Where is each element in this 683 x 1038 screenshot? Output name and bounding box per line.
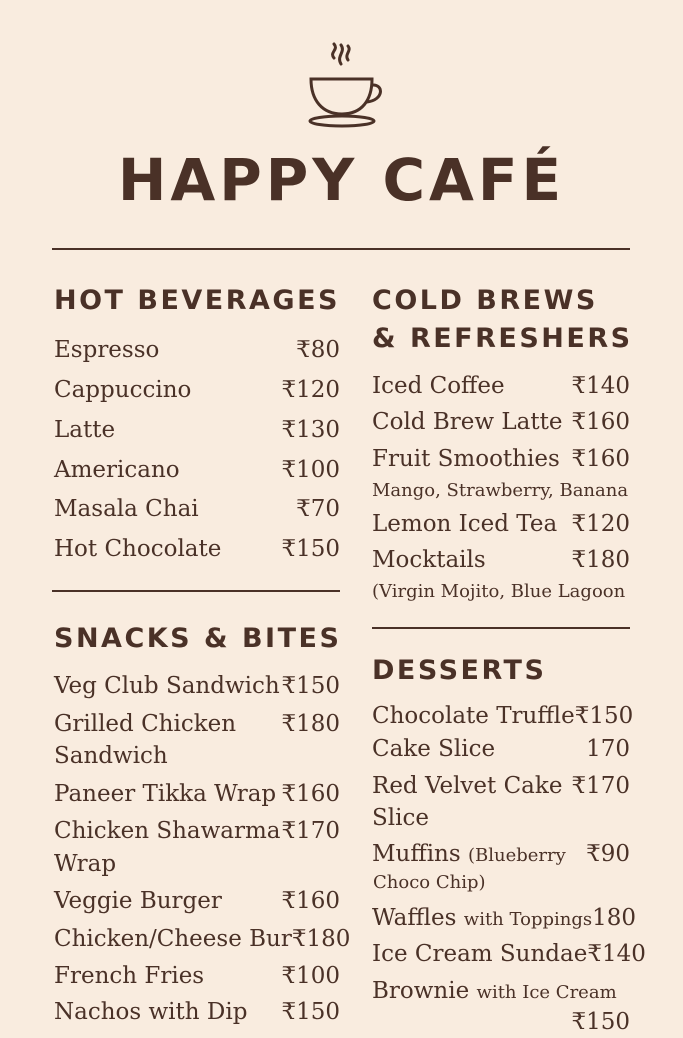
top-divider	[52, 248, 630, 250]
item-name: Lemon Iced Tea	[372, 511, 558, 537]
menu-item	[372, 544, 630, 576]
item-name: Espresso	[54, 337, 160, 363]
item-name: Chicken Shawarma	[54, 818, 281, 844]
menu-item	[54, 533, 340, 565]
item-price: ₹180	[291, 926, 351, 952]
item-price: ₹140	[587, 941, 646, 967]
heading-line: & REFRESHERS	[372, 323, 633, 354]
menu-item	[372, 975, 630, 1009]
menu-item	[372, 370, 630, 402]
menu-item	[54, 334, 340, 366]
menu-item	[54, 414, 340, 446]
item-price: ₹160	[281, 888, 340, 914]
item-price: ₹160	[281, 781, 340, 807]
item-name: Hot Chocolate	[54, 536, 222, 562]
item-name: Nachos with Dip	[54, 999, 248, 1025]
item-name: Cappuccino	[54, 377, 192, 403]
item-price: ₹120	[571, 511, 630, 537]
item-price: ₹150	[571, 1009, 630, 1035]
item-name: Masala Chai	[54, 496, 199, 522]
menu-item	[54, 960, 340, 992]
page-title: HAPPY CAFÉ	[117, 146, 566, 214]
item-name: Grilled Chicken	[54, 711, 237, 737]
item-name: Waffles	[372, 905, 457, 931]
section-heading-cold-brews	[372, 282, 633, 358]
section-heading-desserts: DESSERTS	[372, 655, 547, 686]
item-name: Veg Club Sandwich	[54, 673, 280, 699]
item-price: ₹100	[281, 457, 340, 483]
section-heading-snacks: SNACKS & BITES	[54, 623, 342, 654]
item-name: Red Velvet Cake	[372, 773, 563, 799]
section-heading-hot-beverages: HOT BEVERAGES	[54, 285, 340, 316]
item-name: Latte	[54, 417, 116, 443]
item-price: ₹150	[281, 673, 340, 699]
item-name-line2: Choco Chip)	[373, 872, 486, 893]
menu-item-line2	[372, 733, 630, 765]
item-name-line2: Cake Slice	[372, 736, 496, 762]
item-name: Iced Coffee	[372, 373, 505, 399]
item-name-line2: Sandwich	[54, 743, 168, 769]
menu-item	[54, 374, 340, 406]
menu-item	[372, 838, 630, 872]
menu-item	[54, 885, 340, 917]
item-name: Cold Brew Latte	[372, 409, 563, 435]
item-price: ₹170	[281, 818, 340, 844]
item-price: 180	[592, 905, 636, 931]
item-price: ₹90	[586, 841, 630, 867]
coffee-cup-icon	[304, 42, 384, 128]
menu-item-line2	[54, 740, 340, 772]
menu-item	[372, 406, 630, 438]
item-name-group	[372, 838, 566, 872]
item-note: (Virgin Mojito, Blue Lagoon	[372, 581, 626, 602]
menu-item	[54, 923, 351, 955]
item-name: Chicken/Cheese Bur	[54, 926, 292, 952]
menu-item	[54, 454, 340, 486]
menu-item	[372, 938, 646, 970]
menu-item	[54, 493, 340, 525]
item-price-line2: 170	[586, 736, 630, 762]
item-price: ₹160	[571, 446, 630, 472]
item-name: Chocolate Truffle	[372, 703, 575, 729]
item-price: ₹150	[574, 703, 634, 729]
menu-item-line2	[372, 802, 630, 834]
item-name-detail: with Toppings	[463, 909, 593, 930]
section-divider	[372, 627, 630, 629]
item-price: ₹130	[281, 417, 340, 443]
menu-item	[54, 778, 340, 810]
item-name: French Fries	[54, 963, 205, 989]
item-name-line2: Slice	[372, 805, 429, 831]
item-name-group	[372, 902, 592, 936]
menu-item	[372, 700, 634, 732]
item-price: ₹120	[281, 377, 340, 403]
item-name-detail: with Ice Cream	[476, 982, 617, 1003]
item-name-line2: Wrap	[54, 851, 117, 877]
menu-item	[372, 443, 630, 475]
item-name: Paneer Tikka Wrap	[54, 781, 277, 807]
menu-item	[372, 508, 630, 540]
item-price: ₹180	[281, 711, 340, 737]
menu-item	[54, 670, 340, 702]
item-name-detail: (Blueberry	[468, 845, 566, 866]
item-name: Ice Cream Sundae	[372, 941, 588, 967]
menu-item	[372, 770, 630, 802]
item-note: Mango, Strawberry, Banana	[372, 480, 629, 501]
item-price: ₹140	[571, 373, 630, 399]
menu-item	[54, 815, 340, 847]
item-price: ₹100	[281, 963, 340, 989]
item-price: ₹150	[281, 999, 340, 1025]
item-price: ₹160	[571, 409, 630, 435]
item-name: Fruit Smoothies	[372, 446, 560, 472]
item-name: Americano	[54, 457, 180, 483]
item-price: ₹180	[571, 547, 630, 573]
item-name: Brownie	[372, 978, 470, 1004]
item-name-group	[372, 975, 617, 1009]
menu-item	[372, 902, 636, 936]
item-name: Veggie Burger	[54, 888, 222, 914]
item-price: ₹70	[296, 496, 340, 522]
heading-line: COLD BREWS	[372, 285, 598, 316]
menu-item	[54, 708, 340, 740]
section-divider	[52, 590, 340, 592]
item-name: Muffins	[372, 841, 461, 867]
item-price: ₹80	[296, 337, 340, 363]
item-name: Mocktails	[372, 547, 486, 573]
menu-item-line2	[54, 848, 340, 880]
menu-item	[54, 996, 340, 1028]
item-price: ₹150	[281, 536, 340, 562]
item-price: ₹170	[571, 773, 630, 799]
menu-item-price-line	[372, 1006, 630, 1038]
